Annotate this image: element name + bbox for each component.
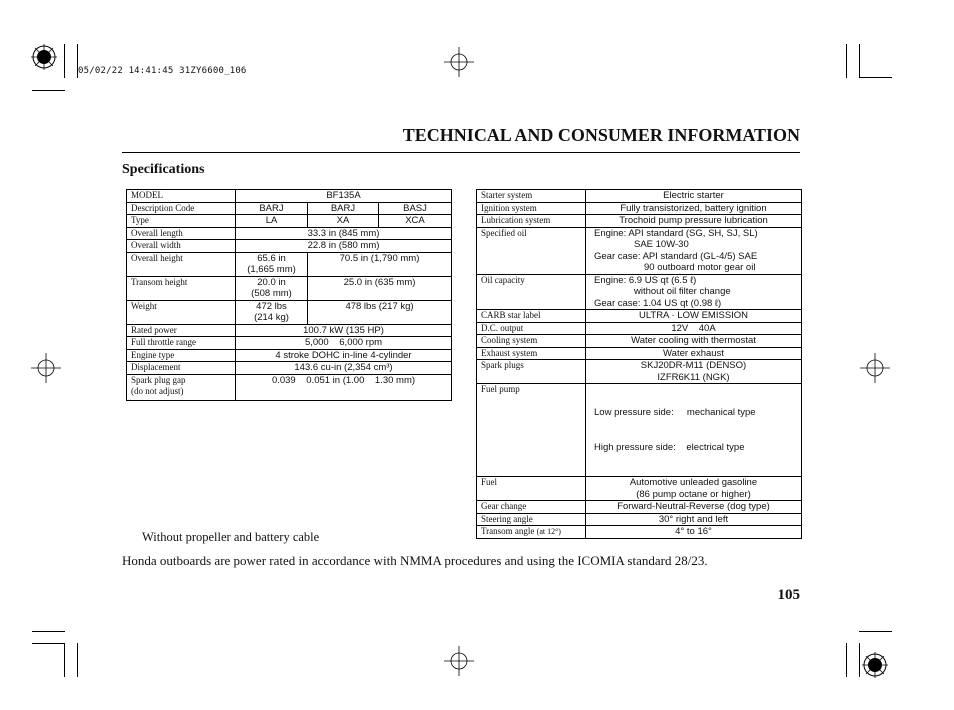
table-cell: XCA [379,215,452,228]
page-title: TECHNICAL AND CONSUMER INFORMATION [402,125,800,145]
cell-line: Automotive unleaded gasoline [629,477,758,488]
table-row [477,310,802,323]
row-label: Overall length [127,227,236,240]
row-label: Overall width [127,240,236,253]
table-cell: 70.5 in (1,790 mm) [308,252,452,276]
cell-line: Engine: API standard (SG, SH, SJ, SL) [594,227,758,239]
cell-line: (86 pump octane or higher) [636,488,751,500]
table-row [477,360,802,384]
table-row [127,349,452,362]
cell-line: (214 kg) [254,312,289,323]
table-cell [586,274,802,310]
row-label: Starter system [477,190,586,203]
table-row [477,274,802,310]
table-cell: Forward-Neutral-Reverse (dog type) [586,501,802,514]
table-cell: 5,000 6,000 rpm [236,337,452,350]
row-label: Full throttle range [127,337,236,350]
table-cell: Fully transistorized, battery ignition [586,202,802,215]
table-cell [586,477,802,501]
model-value: BF135A [236,190,452,203]
row-label: Exhaust system [477,347,586,360]
row-label: Cooling system [477,335,586,348]
table-row [477,227,802,274]
row-label [477,526,586,539]
table-cell [236,252,308,276]
table-row [127,215,452,228]
table-cell: 30° right and left [586,513,802,526]
crosshair-icon [860,353,890,383]
row-label: D.C. output [477,322,586,335]
table-row [127,252,452,276]
spec-table-right [476,189,802,539]
table-cell: XA [308,215,379,228]
table-row [477,190,802,203]
table-cell [586,384,802,477]
table-cell: 0.039 0.051 in (1.00 1.30 mm) [236,374,452,400]
registration-target-icon [29,42,59,72]
section-title: Specifications [122,162,205,177]
registration-target-icon [860,650,890,680]
row-label: Spark plugs [477,360,586,384]
row-label-text: Transom angle [481,526,535,536]
cell-line: (508 mm) [251,288,292,299]
footnote: Without propeller and battery cable [142,530,320,544]
cell-line: Gear case: API standard (GL-4/5) SAE [594,250,758,262]
table-cell [586,360,802,384]
table-row [127,300,452,324]
table-cell: 4 stroke DOHC in-line 4-cylinder [236,349,452,362]
table-cell [586,227,802,274]
row-label: Overall height [127,252,236,276]
table-cell: Water exhaust [586,347,802,360]
table-cell: BASJ [379,202,452,215]
table-row [127,227,452,240]
table-cell: Electric starter [586,190,802,203]
table-cell: 4° to 16° [586,526,802,539]
row-label: Displacement [127,362,236,375]
table-row [127,374,452,400]
table-cell: 22.8 in (580 mm) [236,240,452,253]
row-label: Ignition system [477,202,586,215]
row-label: Transom height [127,276,236,300]
table-cell: BARJ [308,202,379,215]
table-cell: 143.6 cu-in (2,354 cm³) [236,362,452,375]
page-number: 105 [777,587,800,603]
table-cell: BARJ [236,202,308,215]
table-cell: 12V 40A [586,322,802,335]
table-row [127,202,452,215]
cell-line: Gear case: 1.04 US qt (0.98 ℓ) [594,297,722,309]
table-cell: Water cooling with thermostat [586,335,802,348]
row-label: MODEL [127,190,236,203]
table-row [127,190,452,203]
cell-line: (1,665 mm) [247,264,296,275]
crosshair-icon [444,646,474,676]
table-row [127,240,452,253]
cell-line: 20.0 in [257,276,286,288]
table-cell: LA [236,215,308,228]
row-label [127,374,236,400]
cell-line: 90 outboard motor gear oil [644,262,756,273]
table-cell: Trochoid pump pressure lubrication [586,215,802,228]
table-cell: 25.0 in (635 mm) [308,276,452,300]
spec-table-left [126,189,452,401]
table-row [477,384,802,477]
title-divider [122,152,800,153]
row-label: Specified oil [477,227,586,274]
table-row [477,526,802,539]
table-row [477,477,802,501]
row-label: Fuel [477,477,586,501]
cell-line: SKJ20DR-M11 (DENSO) [640,360,747,371]
cell-line: without oil filter change [634,286,731,297]
table-cell [236,276,308,300]
cell-line: Spark plug gap [131,374,186,385]
row-label: Fuel pump [477,384,586,477]
row-label: Lubrication system [477,215,586,228]
table-cell: 100.7 kW (135 HP) [236,324,452,337]
table-cell [236,300,308,324]
cell-line: SAE 10W-30 [634,239,689,250]
table-row [127,362,452,375]
row-label: Gear change [477,501,586,514]
table-row [127,324,452,337]
row-label: CARB star label [477,310,586,323]
cell-line: 65.6 in [257,252,286,264]
row-label-suffix: (at 12°) [536,527,561,536]
table-row [127,337,452,350]
cell-line: Low pressure side: mechanical type [594,407,756,418]
table-row [477,215,802,228]
row-label: Oil capacity [477,274,586,310]
cell-line: Engine: 6.9 US qt (6.5 ℓ) [594,274,697,286]
table-row [127,276,452,300]
table-cell: ULTRA · LOW EMISSION [586,310,802,323]
row-label: Weight [127,300,236,324]
table-cell: 33.3 in (845 mm) [236,227,452,240]
table-row [477,322,802,335]
table-row [477,335,802,348]
cell-line: 472 lbs [256,300,287,312]
row-label: Type [127,215,236,228]
row-label: Rated power [127,324,236,337]
row-label: Engine type [127,349,236,362]
cell-line: High pressure side: electrical type [594,441,745,453]
cell-line: IZFR6K11 (NGK) [657,371,730,383]
row-label: Description Code [127,202,236,215]
table-row [477,347,802,360]
cell-line: (do not adjust) [131,386,184,396]
table-row [477,202,802,215]
table-cell: 478 lbs (217 kg) [308,300,452,324]
crosshair-icon [444,47,474,77]
body-paragraph: Honda outboards are power rated in accordance with NMMA procedures and using the ICOMIA standard 28/23. [122,553,708,568]
crosshair-icon [31,353,61,383]
print-timestamp: 05/02/22 14:41:45 31ZY6600_106 [78,66,247,76]
table-row [477,501,802,514]
row-label: Steering angle [477,513,586,526]
table-row [477,513,802,526]
